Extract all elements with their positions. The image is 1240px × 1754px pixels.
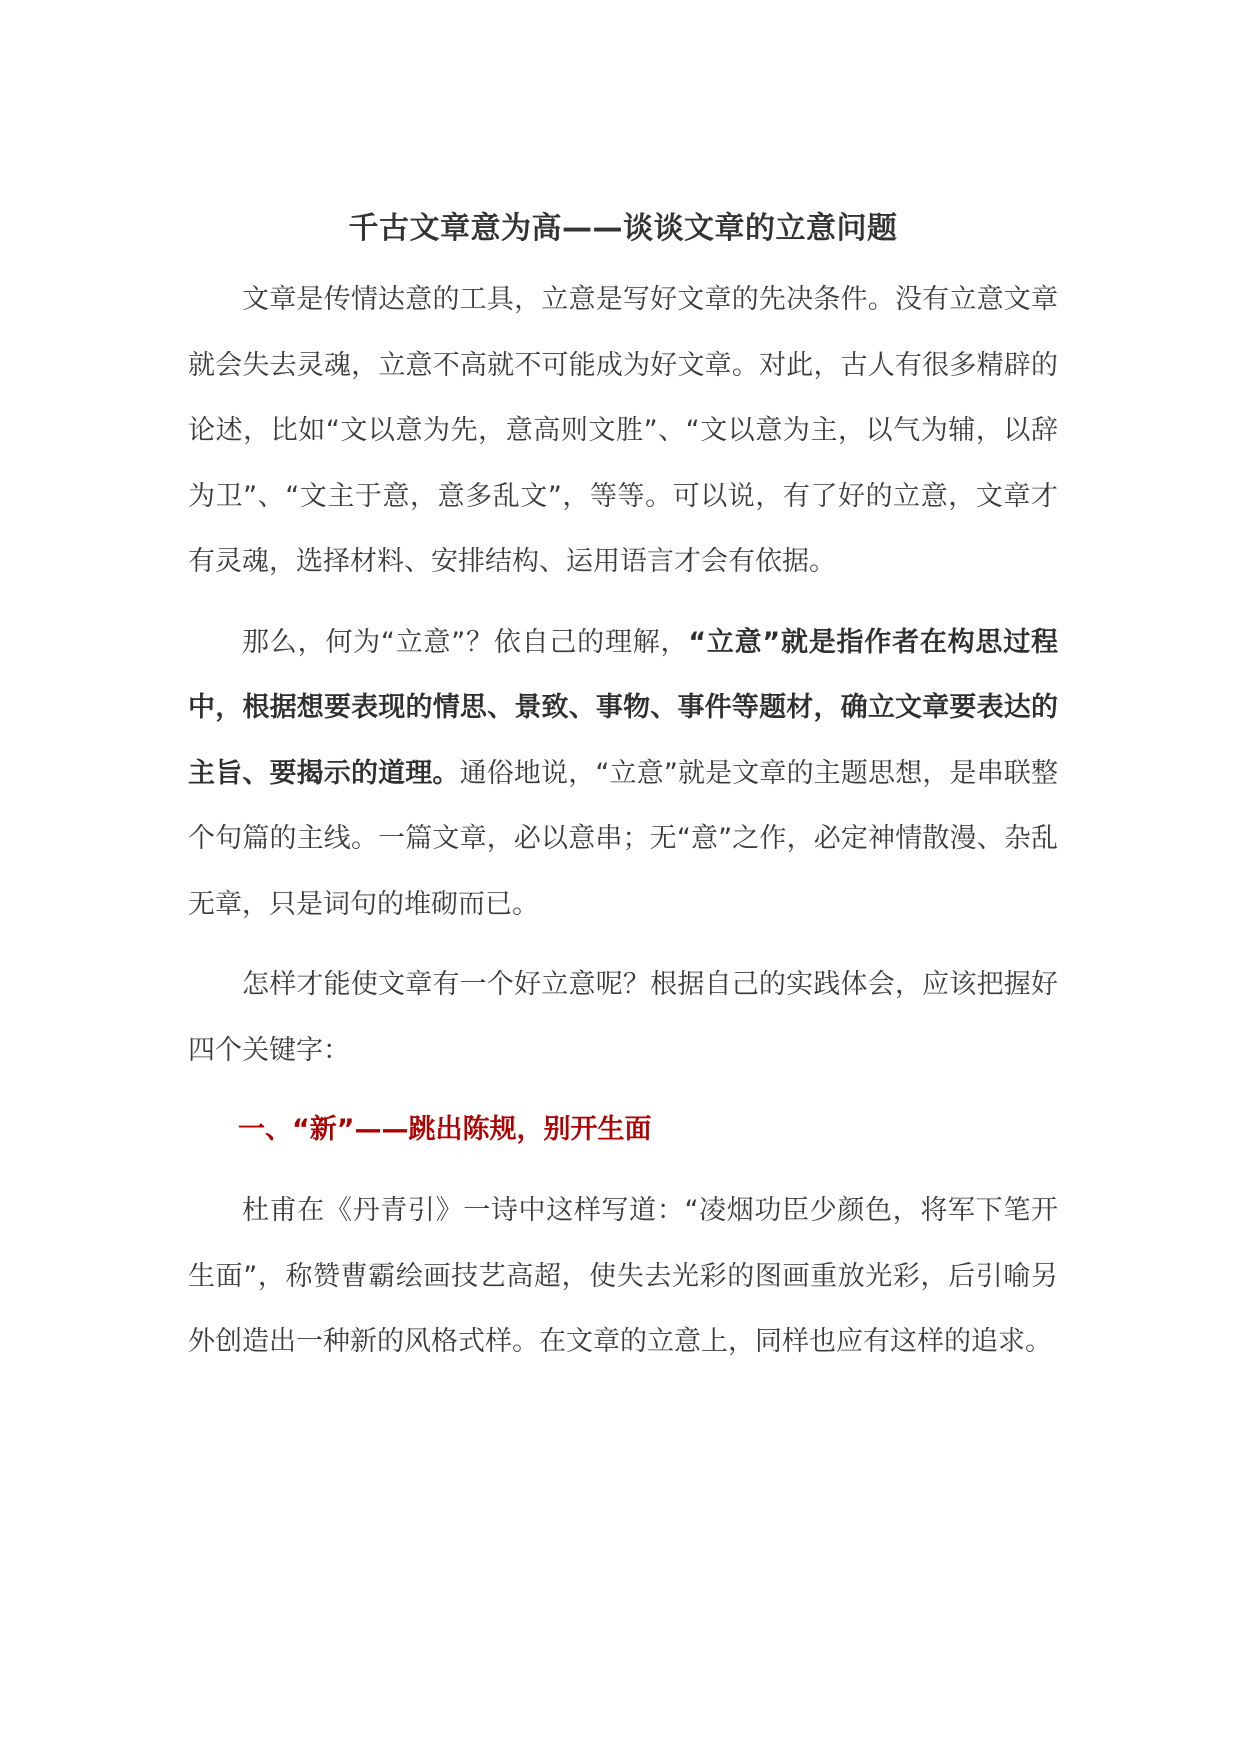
paragraph-definition-lead: 那么，何为“立意”？依自己的理解， (242, 626, 689, 658)
paragraph-question: 怎样才能使文章有一个好立意呢？根据自己的实践体会，应该把握好四个关键字： (188, 969, 1058, 1066)
paragraph-dufu: 杜甫在《丹青引》一诗中这样写道：“凌烟功臣少颜色，将军下笔开生面”，称赞曹霸绘画技艺高超，使失去光彩的图画重放光彩，后引喻另外创造出一种新的风格式样。在文章的立意上，同样也应有这样的追求。 (188, 1195, 1058, 1357)
paragraph-definition-tail: 通俗地说，“立意”就是文章的主题思想，是串联整个句篇的主线。一篇文章，必以意串；无“意”之作，必定神情散漫、杂乱无章，只是词句的堆砌而已。 (188, 757, 1059, 920)
document-title: 千古文章意为高——谈谈文章的立意问题 (348, 211, 898, 246)
paragraph-definition-bold: “立意”就是指作者在构思过程中，根据想要表现的情思、景致、事物、事件等题材，确立文章要表达的主旨、要揭示的道理。 (188, 626, 1058, 789)
paragraph-intro: 文章是传情达意的工具，立意是写好文章的先决条件。没有立意文章就会失去灵魂，立意不高就不可能成为好文章。对此，古人有很多精辟的论述，比如“文以意为先，意高则文胜”、“文以意为主，以气为辅，以辞为卫”、“文主于意，意多乱文”，等等。可以说，有了好的立意，文章才有灵魂，选择材料、安排结构、运用语言才会有依据。 (188, 284, 1058, 577)
document-page (188, 205, 1058, 1390)
paragraph-definition (188, 610, 1058, 938)
section-heading-new: 一、“新”——跳出陈规，别开生面 (238, 1114, 652, 1145)
